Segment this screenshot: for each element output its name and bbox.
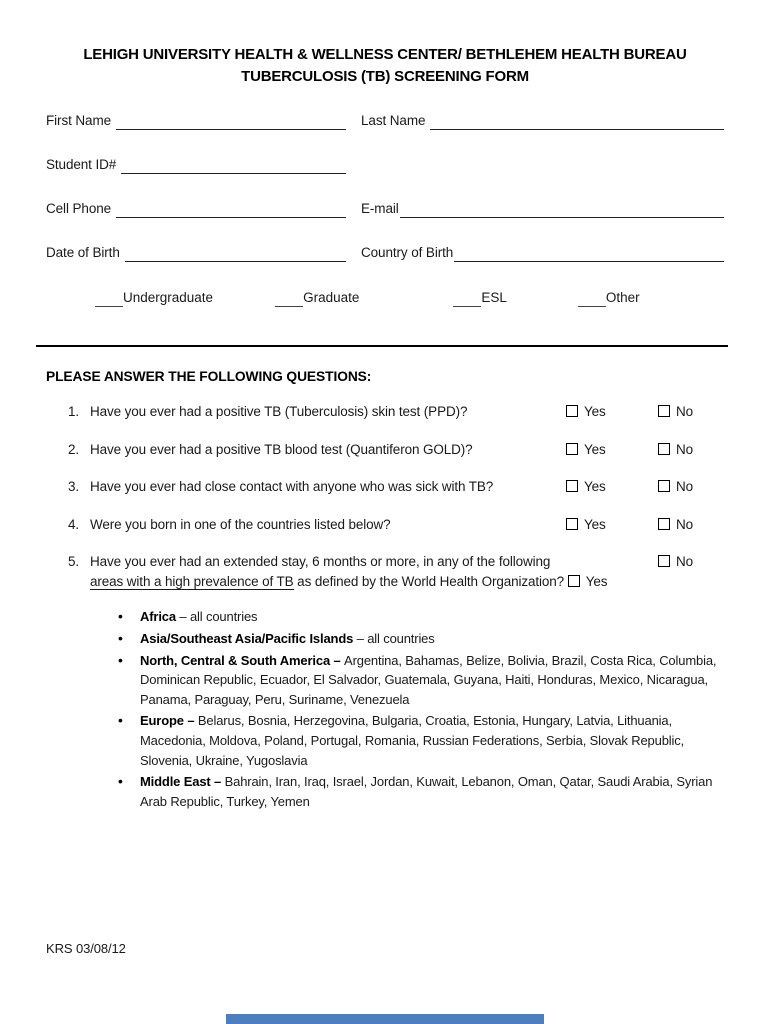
country-of-birth-input-line[interactable]: [454, 244, 724, 262]
student-id-row: [46, 156, 724, 176]
undergraduate-blank-line[interactable]: [95, 289, 123, 307]
region-name: Asia/Southeast Asia/Pacific Islands: [140, 630, 357, 646]
q3-yes-option[interactable]: [566, 477, 658, 497]
revision-note: KRS 03/08/12: [46, 941, 126, 956]
q4-yes-checkbox[interactable]: [566, 518, 578, 530]
question-number: 5.: [68, 554, 80, 570]
contact-row: [46, 200, 724, 220]
region-item-europe: [118, 711, 724, 770]
q1-yes-option[interactable]: [566, 402, 658, 422]
question-text: Have you ever had a positive TB blood test (Quantiferon GOLD)?: [90, 441, 473, 457]
q5-line1: Have you ever had an extended stay, 6 months or more, in any of the following: [90, 554, 551, 570]
student-id-label: Student ID#: [46, 157, 117, 172]
undergraduate-label: Undergraduate: [123, 290, 214, 305]
cell-phone-label: Cell Phone: [46, 201, 112, 216]
question-text: [90, 552, 658, 591]
last-name-input-line[interactable]: [430, 112, 724, 130]
q5-yes-option[interactable]: [568, 574, 608, 589]
other-blank-line[interactable]: [578, 289, 606, 307]
cell-phone-input-line[interactable]: [116, 200, 346, 218]
question-row-2: [46, 440, 724, 460]
q5-line2-rest: as defined by the World Health Organization?: [293, 573, 568, 589]
country-of-birth-label: Country of Birth: [361, 245, 454, 260]
q1-no-option[interactable]: [658, 402, 724, 422]
no-label: No: [676, 479, 694, 495]
question-row-3: [46, 477, 724, 497]
question-text: Have you ever had a positive TB (Tuberculosis) skin test (PPD)?: [90, 404, 468, 420]
question-number: 1.: [68, 404, 80, 420]
option-other[interactable]: [578, 289, 640, 309]
region-item-americas: [118, 651, 724, 710]
region-name: Middle East –: [140, 774, 225, 790]
bottom-bar: [226, 1014, 544, 1024]
q4-no-checkbox[interactable]: [658, 518, 670, 530]
q2-yes-option[interactable]: [566, 440, 658, 460]
page-title-line1: LEHIGH UNIVERSITY HEALTH & WELLNESS CENTER/ BETHLEHEM HEALTH BUREAU: [83, 46, 687, 63]
graduate-label: Graduate: [303, 290, 360, 305]
region-item-middle-east: [118, 772, 724, 811]
first-name-input-line[interactable]: [116, 112, 346, 130]
question-row-1: [46, 402, 724, 422]
option-graduate[interactable]: [275, 289, 359, 309]
email-input-line[interactable]: [400, 200, 724, 218]
dob-input-line[interactable]: [125, 244, 346, 262]
q4-no-option[interactable]: [658, 515, 724, 535]
q3-yes-checkbox[interactable]: [566, 480, 578, 492]
region-countries: – all countries: [179, 609, 258, 625]
option-esl[interactable]: [453, 289, 507, 309]
region-countries: Argentina, Bahamas, Belize, Bolivia, Brazil, Costa Rica, Columbia, Dominican Republic, Ecuador, El Salvador, Guatemala, Guyana, Haiti, Honduras, Mexico, Nicaragua, Panama, Paraguay, Peru, Suriname, Venezuela: [140, 652, 717, 707]
q3-no-checkbox[interactable]: [658, 480, 670, 492]
page-title-line2: TUBERCULOSIS (TB) SCREENING FORM: [241, 68, 529, 85]
high-prevalence-region-list: [46, 607, 724, 811]
email-label: E-mail: [361, 201, 399, 216]
esl-blank-line[interactable]: [453, 289, 481, 307]
question-number: 4.: [68, 516, 80, 532]
region-item-africa: [118, 607, 724, 627]
q1-no-checkbox[interactable]: [658, 405, 670, 417]
no-label: No: [676, 441, 694, 457]
no-label: No: [676, 554, 694, 570]
q2-no-option[interactable]: [658, 440, 724, 460]
birth-row: [46, 244, 724, 264]
question-row-4: [46, 515, 724, 535]
last-name-label: Last Name: [361, 113, 426, 128]
q2-no-checkbox[interactable]: [658, 443, 670, 455]
region-countries: – all countries: [356, 630, 435, 646]
region-name: North, Central & South America –: [140, 652, 345, 668]
yes-label: Yes: [584, 479, 606, 495]
student-id-input-line[interactable]: [121, 156, 346, 174]
q3-no-option[interactable]: [658, 477, 724, 497]
question-row-5: [46, 552, 724, 591]
q5-no-option[interactable]: [658, 552, 724, 591]
region-countries: Belarus, Bosnia, Herzegovina, Bulgaria, Croatia, Estonia, Hungary, Latvia, Lithuania, Macedonia, Moldova, Poland, Portugal, Romania, Russian Federations, Serbia, Slovak Republic, Slovenia, Ukraine, Yugoslavia: [140, 713, 685, 768]
section-divider: [36, 345, 728, 347]
esl-label: ESL: [481, 290, 507, 305]
enrollment-status-row: [46, 289, 724, 309]
region-item-asia: [118, 629, 724, 649]
q5-underlined-phrase: areas with a high prevalence of TB: [90, 573, 294, 589]
graduate-blank-line[interactable]: [275, 289, 303, 307]
q1-yes-checkbox[interactable]: [566, 405, 578, 417]
region-name: Africa: [140, 609, 180, 625]
q5-no-checkbox[interactable]: [658, 555, 670, 567]
first-name-label: First Name: [46, 113, 112, 128]
region-name: Europe –: [140, 713, 198, 729]
region-countries: Bahrain, Iran, Iraq, Israel, Jordan, Kuwait, Lebanon, Oman, Qatar, Saudi Arabia, Syrian Arab Republic, Turkey, Yemen: [140, 774, 713, 809]
yes-label: Yes: [585, 573, 608, 589]
no-label: No: [676, 516, 694, 532]
questions-heading: PLEASE ANSWER THE FOLLOWING QUESTIONS:: [46, 369, 372, 385]
question-number: 3.: [68, 479, 80, 495]
question-text: Have you ever had close contact with anyone who was sick with TB?: [90, 479, 494, 495]
other-label: Other: [605, 290, 640, 305]
page-title: [46, 44, 724, 88]
dob-label: Date of Birth: [46, 245, 120, 260]
no-label: No: [676, 404, 694, 420]
question-text: Were you born in one of the countries listed below?: [90, 516, 391, 532]
yes-label: Yes: [584, 441, 606, 457]
yes-label: Yes: [584, 516, 606, 532]
q2-yes-checkbox[interactable]: [566, 443, 578, 455]
name-row: [46, 112, 724, 132]
question-number: 2.: [68, 441, 80, 457]
yes-label: Yes: [584, 404, 606, 420]
option-undergraduate[interactable]: [95, 289, 213, 309]
q4-yes-option[interactable]: [566, 515, 658, 535]
q5-yes-checkbox[interactable]: [568, 575, 580, 587]
